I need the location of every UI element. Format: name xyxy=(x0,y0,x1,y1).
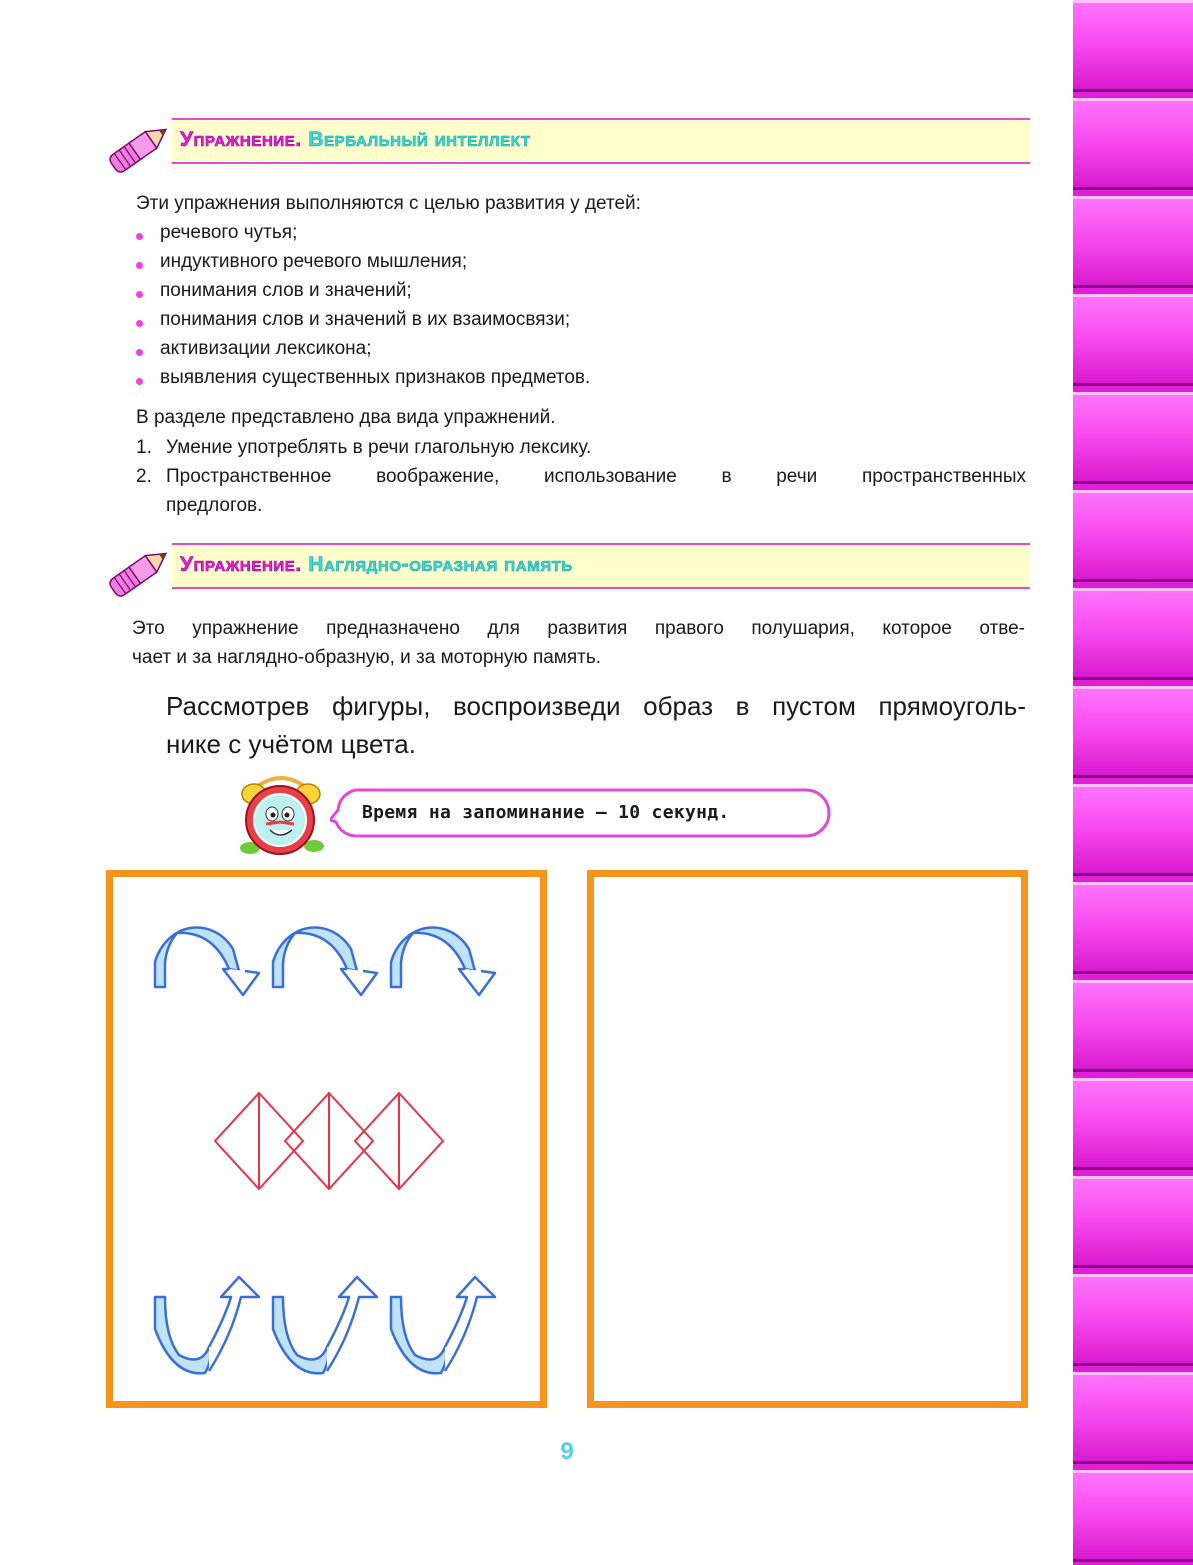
bullet-item: речевого чутья; xyxy=(160,222,298,243)
bullet-dot xyxy=(136,291,143,298)
diamond-icon xyxy=(215,1093,303,1189)
numbered-index: 2. xyxy=(136,466,152,487)
numbered-index: 1. xyxy=(136,437,152,458)
drawing-answer-frame[interactable] xyxy=(587,870,1028,1408)
band-block xyxy=(1073,294,1193,386)
exercise1-title-word: Упражнение. xyxy=(180,128,302,151)
arc-arrow-down-icon xyxy=(155,927,259,995)
diamond-icon xyxy=(355,1093,443,1189)
diamond-row xyxy=(215,1093,443,1189)
arc-arrow-down-icon xyxy=(273,927,377,995)
band-block xyxy=(1073,196,1193,288)
task-instruction-line2: нике с учётом цвета. xyxy=(166,729,416,759)
exercise1-section-intro: В разделе представлено два вида упражнений. xyxy=(136,407,556,428)
bullet-item: выявления существенных признаков предметов. xyxy=(160,367,591,388)
bullet-item: активизации лексикона; xyxy=(160,338,372,359)
exercise2-title-topic: Наглядно-образная память xyxy=(308,553,573,576)
arc-arrow-up-icon xyxy=(155,1277,259,1373)
alarm-clock-icon xyxy=(236,772,326,864)
arc-arrow-down-icon xyxy=(391,927,495,995)
diamond-icon xyxy=(285,1093,373,1189)
band-block xyxy=(1073,1274,1193,1366)
exercise2-description-line2: чает и за наглядно-образную, и за моторную память. xyxy=(132,647,602,668)
arc-arrow-up-icon xyxy=(391,1277,495,1373)
bullet-item: индуктивного речевого мышления; xyxy=(160,251,468,272)
exercise2-description-line1: Это упражнение предназначено для развития правого полушария, которое отве- xyxy=(132,618,1025,639)
numbered-item: Умение употреблять в речи глагольную лексику. xyxy=(166,437,592,458)
exercise1-title-topic: Вербальный интеллект xyxy=(308,128,531,151)
numbered-item: Пространственное воображение, использование в речи пространственных xyxy=(166,466,1026,487)
band-block xyxy=(1073,980,1193,1072)
timer-text: Время на запоминание — 10 секунд. xyxy=(362,802,730,823)
band-block xyxy=(1073,0,1193,92)
bullet-dot xyxy=(136,378,143,385)
band-block xyxy=(1073,882,1193,974)
page-number: 9 xyxy=(560,1438,574,1465)
bullet-dot xyxy=(136,349,143,356)
bullet-item: понимания слов и значений; xyxy=(160,280,412,301)
band-block xyxy=(1073,1372,1193,1464)
pencil-icon xyxy=(100,537,176,609)
band-block xyxy=(1073,1078,1193,1170)
exercise2-title xyxy=(180,553,573,577)
bullet-dot xyxy=(136,320,143,327)
exercise1-title xyxy=(180,128,531,152)
bullet-dot xyxy=(136,233,143,240)
bullet-item: понимания слов и значений в их взаимосвязи; xyxy=(160,309,571,330)
band-block xyxy=(1073,784,1193,876)
pencil-icon xyxy=(100,113,176,185)
band-block xyxy=(1073,686,1193,778)
band-block xyxy=(1073,392,1193,484)
band-block xyxy=(1073,588,1193,680)
exercise2-title-word: Упражнение. xyxy=(180,553,302,576)
figures-canvas xyxy=(113,877,540,1401)
numbered-item-continuation: предлогов. xyxy=(166,495,263,516)
band-block xyxy=(1073,490,1193,582)
bullet-dot xyxy=(136,262,143,269)
decorative-side-band xyxy=(1073,0,1193,1565)
exercise1-intro: Эти упражнения выполняются с целью развития у детей: xyxy=(136,193,641,214)
band-block xyxy=(1073,1470,1193,1562)
task-instruction-line1: Рассмотрев фигуры, воспроизведи образ в пустом прямоуголь- xyxy=(166,691,1026,721)
band-block xyxy=(1073,1176,1193,1268)
band-block xyxy=(1073,98,1193,190)
arc-arrow-up-icon xyxy=(273,1277,377,1373)
